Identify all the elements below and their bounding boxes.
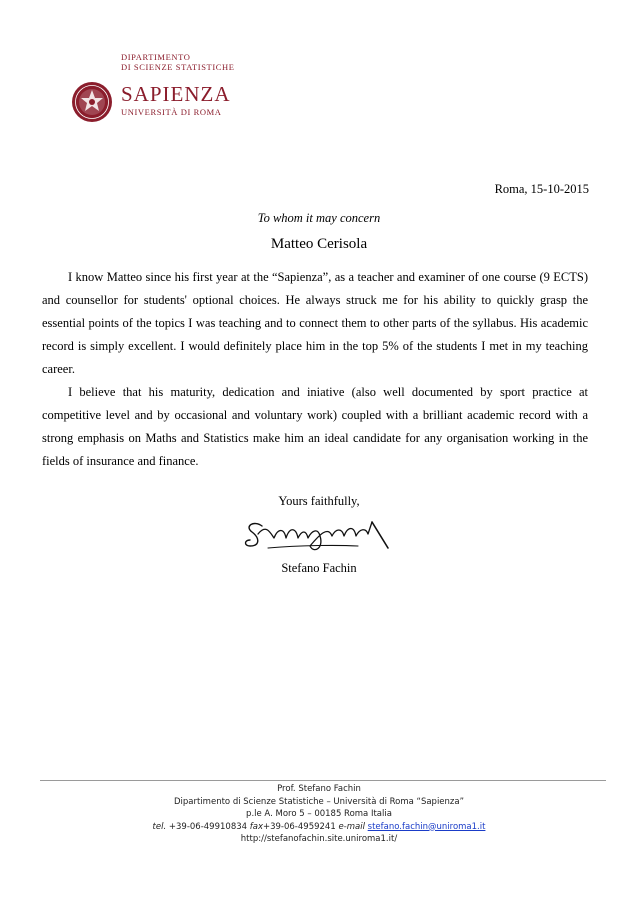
email-link[interactable]: stefano.fachin@uniroma1.it	[367, 821, 486, 832]
subject-name: Matteo Cerisola	[270, 236, 368, 252]
footer-divider	[40, 780, 606, 781]
department-name	[121, 52, 235, 72]
footer-website[interactable]: http://stefanofachin.site.uniroma1.it/	[240, 834, 398, 844]
email-label: e-mail	[338, 821, 365, 832]
letter-body	[42, 266, 588, 473]
letter-date: Roma, 15-10-2015	[494, 182, 589, 196]
footer-department: Dipartimento di Scienze Statistiche – Università di Roma “Sapienza”	[173, 796, 465, 807]
footer	[0, 783, 638, 846]
department-line-1: DIPARTIMENTO	[121, 52, 191, 62]
signer-name: Stefano Fachin	[281, 561, 357, 575]
fax-number: +39-06-4959241	[262, 821, 336, 832]
tel-label: tel.	[152, 821, 167, 832]
tel-number: +39-06-49910834	[168, 821, 248, 832]
university-name: SAPIENZA	[121, 82, 231, 106]
paragraph-2: I believe that his maturity, dedication and iniative (also well documented by sport practice at competitive level and by occasional and voluntary work) coupled with a brilliant academic record with a strong emphasis on Maths and Statistics make him an ideal candidate for any organisation working in the fields of insurance and finance.	[42, 385, 588, 468]
closing: Yours faithfully,	[278, 494, 360, 508]
footer-name: Prof. Stefano Fachin	[277, 784, 361, 794]
university-subtitle: UNIVERSITÀ DI ROMA	[121, 107, 222, 117]
paragraph-1: I know Matteo since his first year at the “Sapienza”, as a teacher and examiner of one course (9 ECTS) and counsellor for students' optional choices. He always struck me for his ability to quickly grasp the essential points of the topics I was teaching and to connect them to other parts of the syllabus. His academic record is simply excellent. I would definitely place him in the top 5% of the students I met in my teaching career.	[42, 270, 588, 376]
fax-label: fax	[249, 821, 263, 832]
department-line-2: DI SCIENZE STATISTICHE	[121, 62, 235, 72]
handwritten-signature	[240, 512, 398, 558]
sapienza-seal-icon	[70, 80, 114, 124]
footer-address: p.le A. Moro 5 – 00185 Roma Italia	[246, 809, 392, 819]
salutation: To whom it may concern	[257, 211, 381, 225]
footer-contacts	[0, 821, 638, 834]
